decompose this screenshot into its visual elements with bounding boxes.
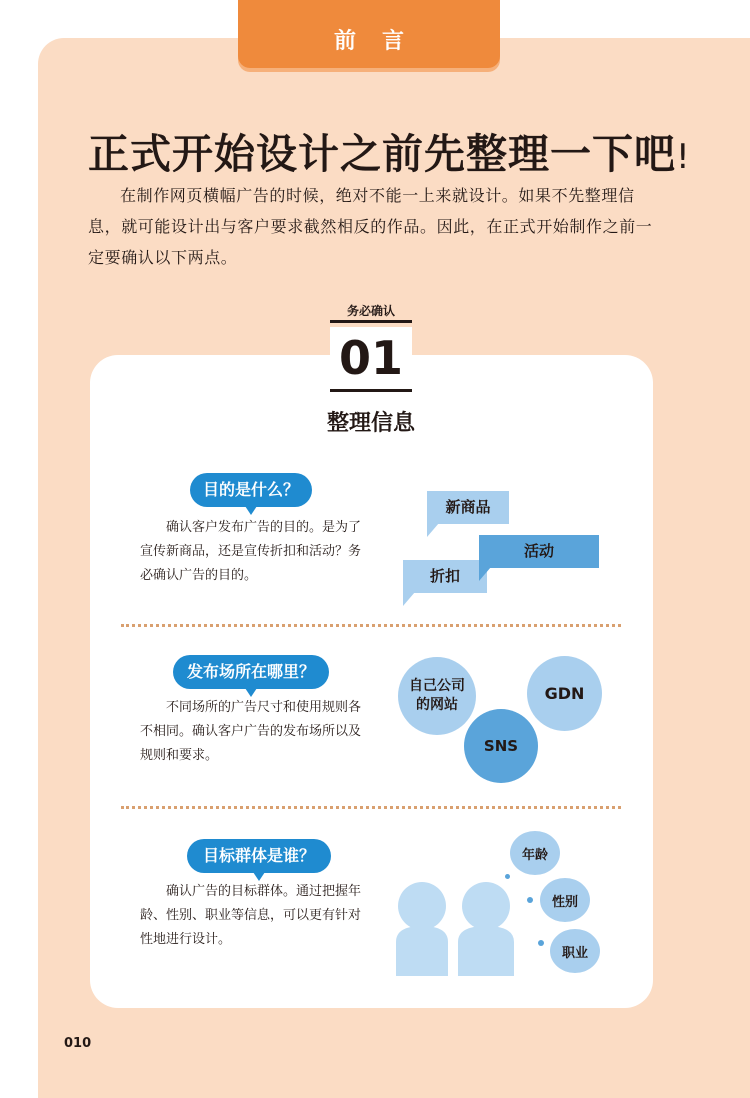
bubble-new-product: 新商品 — [427, 491, 509, 524]
circle-gdn-label: GDN — [544, 684, 585, 703]
page-title — [88, 126, 708, 185]
thought-dot — [527, 897, 533, 903]
circle-own-website — [398, 657, 476, 735]
divider-2 — [121, 806, 621, 809]
circle-sns — [464, 709, 538, 783]
tag-age — [510, 831, 560, 875]
question-audience: 目标群体是谁？ — [187, 839, 331, 873]
divider-1 — [121, 624, 621, 627]
title-punct: ! — [676, 137, 691, 177]
page-number: 010 — [64, 1036, 92, 1051]
rule-bottom — [330, 389, 412, 392]
circle-own-website-label: 自己公司的网站 — [409, 678, 465, 713]
thought-dot — [505, 874, 510, 879]
tag-gender — [540, 878, 590, 922]
question-purpose: 目的是什么？ — [190, 473, 312, 507]
placement-text: 不同场所的广告尺寸和使用规则各不相同。确认客户广告的发布场所以及规则和要求。 — [140, 700, 362, 763]
circle-sns-label: SNS — [483, 737, 519, 755]
audience-text: 确认广告的目标群体。通过把握年龄、性别、职业等信息，可以更有针对性地进行设计。 — [140, 884, 362, 947]
bubble-discount: 折扣 — [403, 560, 487, 593]
purpose-text: 确认客户发布广告的目的。是为了宣传新商品，还是宣传折扣和活动？务必确认广告的目的。 — [140, 520, 362, 583]
tag-occupation-label: 职业 — [561, 945, 588, 961]
title-text: 正式开始设计之前先整理一下吧 — [88, 130, 676, 178]
tag-gender-label: 性别 — [551, 894, 578, 910]
section-tab: 前言 — [238, 0, 500, 68]
people-icon — [394, 878, 524, 976]
intro-paragraph: 在制作网页横幅广告的时候，绝对不能一上来就设计。如果不先整理信息，就可能设计出与客户要求截然相反的作品。因此，在正式开始制作之前一定要确认以下两点。 — [88, 186, 653, 267]
tag-age-label: 年龄 — [521, 847, 548, 863]
section-number: 01 — [330, 327, 412, 391]
thought-dot — [538, 940, 544, 946]
section-title: 整理信息 — [326, 411, 415, 436]
section-eyebrow: 务必确认 — [346, 304, 395, 318]
question-placement: 发布场所在哪里？ — [173, 655, 329, 689]
rule-top — [330, 320, 412, 323]
tag-occupation — [550, 929, 600, 973]
bubble-event: 活动 — [479, 535, 599, 568]
circle-gdn — [527, 656, 602, 731]
